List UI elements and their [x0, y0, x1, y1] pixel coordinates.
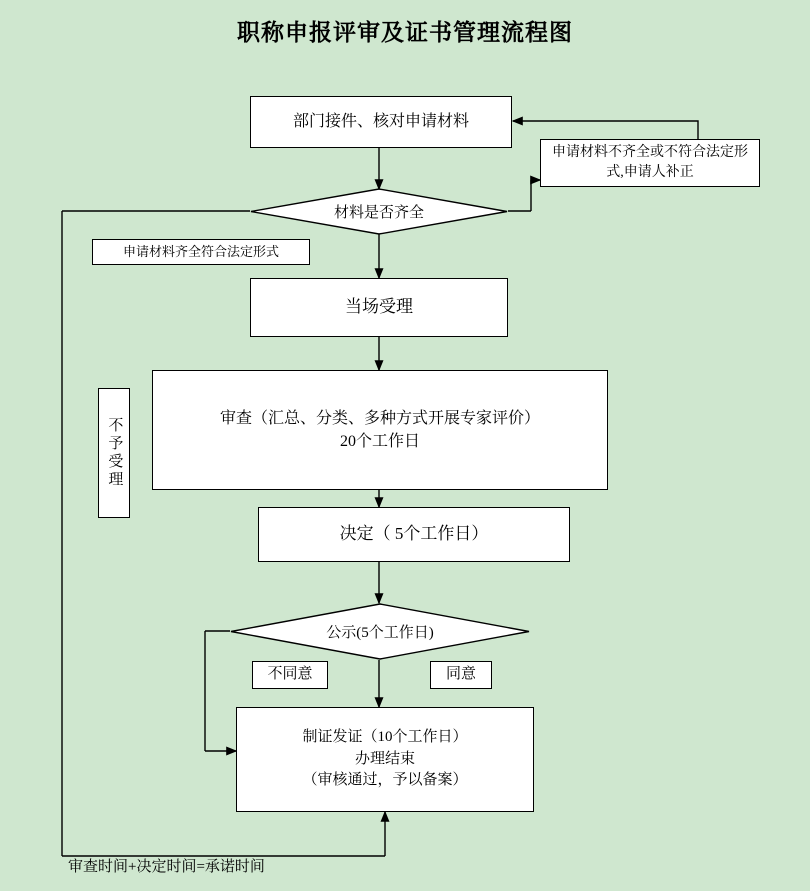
not-accepted-label: 不予受理 — [106, 417, 123, 489]
review-line-2: 20个工作日 — [339, 433, 420, 450]
node-accept-onsite[interactable]: 当场受理 — [250, 278, 508, 337]
footer-note: 审查时间+决定时间=承诺时间 — [68, 859, 265, 875]
node-issue-certificate[interactable] — [236, 707, 534, 812]
node-check-materials-complete[interactable] — [250, 188, 508, 235]
node-publicity[interactable] — [230, 603, 530, 660]
node-receive-materials[interactable]: 部门接件、核对申请材料 — [250, 96, 512, 148]
node-reject-notice[interactable]: 申请材料不齐全或不符合法定形式,申请人补正 — [540, 139, 760, 187]
node-decision[interactable]: 决定（ 5个工作日） — [258, 507, 570, 562]
check-materials-label: 材料是否齐全 — [333, 205, 424, 221]
issue-line-1: 制证发证（10个工作日） — [302, 728, 468, 745]
label-agree: 同意 — [430, 661, 492, 689]
publicity-label: 公示(5个工作日) — [326, 625, 434, 641]
issue-line-2: 办理结束 — [354, 750, 415, 767]
label-materials-complete: 申请材料齐全符合法定形式 — [92, 239, 310, 265]
page-title: 职称申报评审及证书管理流程图 — [237, 20, 573, 45]
issue-line-3: （审核通过，予以备案） — [302, 772, 468, 789]
review-line-1: 审查（汇总、分类、多种方式开展专家评价） — [219, 409, 540, 427]
node-not-accepted[interactable] — [98, 388, 130, 518]
node-review[interactable] — [152, 370, 608, 490]
label-disagree: 不同意 — [252, 661, 328, 689]
